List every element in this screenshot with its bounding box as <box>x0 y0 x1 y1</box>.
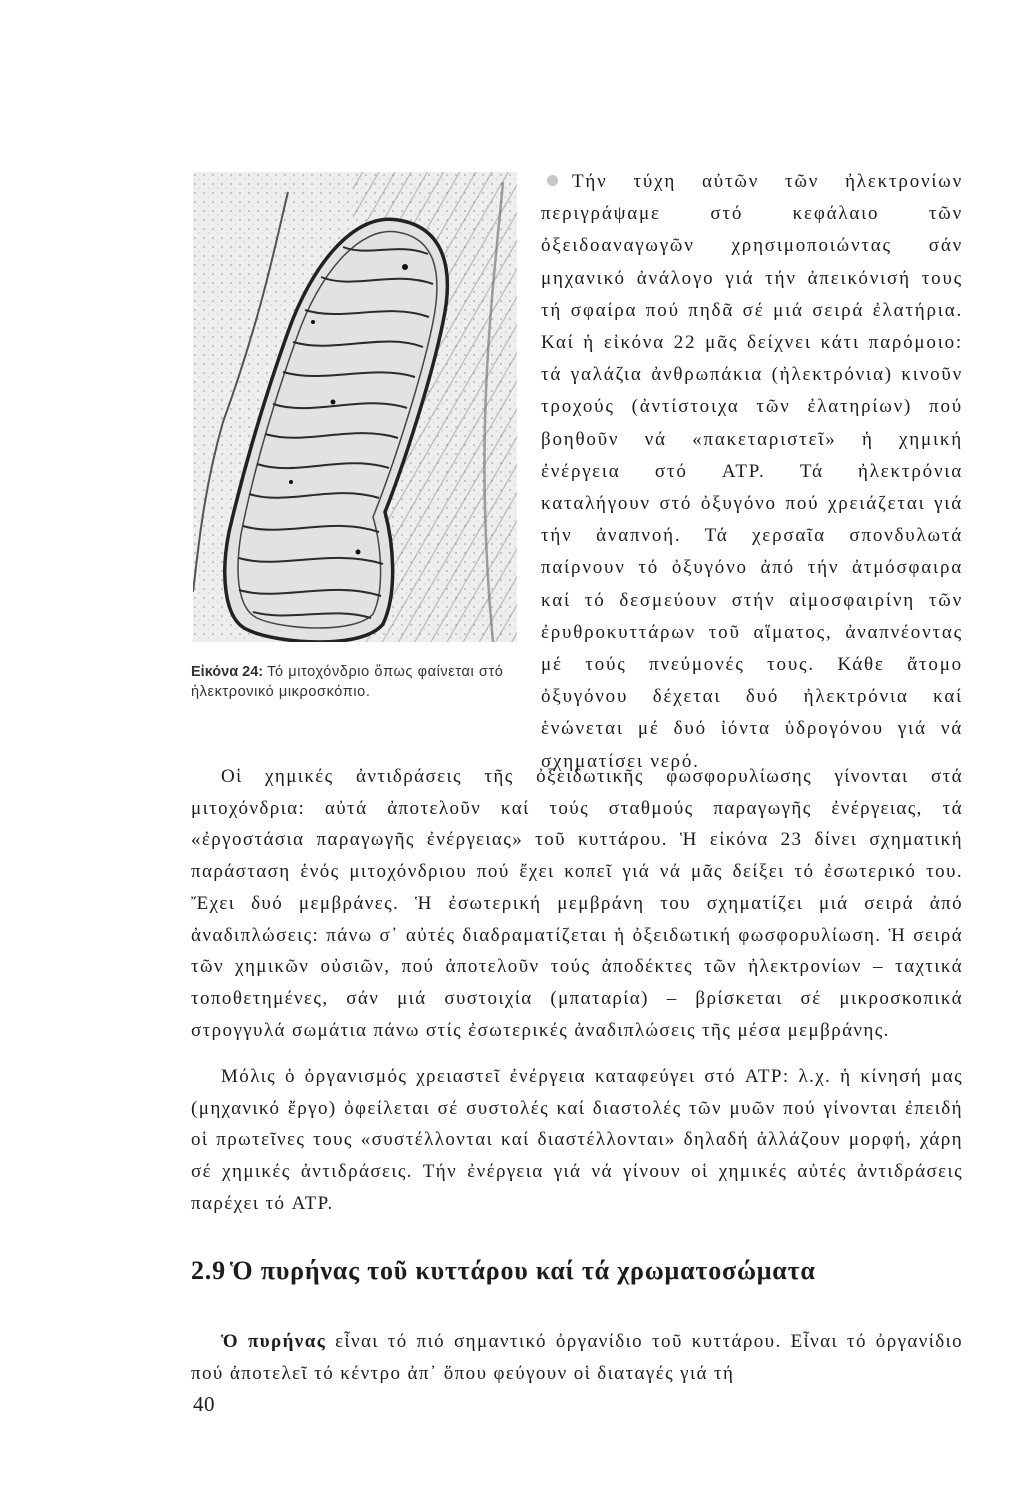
mitochondrion-micrograph <box>193 172 517 642</box>
paragraph-atp-energy: Μόλις ὁ ὀργανισμός χρειαστεῖ ἐνέργεια καταφεύγει στό ATP: λ.χ. ἡ κίνησή μας (μηχανικό ἔργο) ὀφείλεται σέ συστολές καί διαστολές τῶν μυῶν πού γίνονται ἐπειδή οἱ πρωτεῖνες τους «συστέλλονται καί διαστέλλονται» δηλαδή ἀλλάζουν μορφή, χάρη σέ χημικές ἀντιδράσεις. Τήν ἐνέργεια γιά νά γίνουν οἱ χημικές αὐτές ἀντιδράσεις παρέχει τό ATP. <box>191 1066 963 1214</box>
bullet-icon <box>547 175 558 186</box>
page-number: 40 <box>193 1392 215 1416</box>
micrograph-illustration <box>193 172 517 642</box>
right-column-text: Τήν τύχη αὐτῶν τῶν ἠλεκτρονίων περιγράψαμε στό κεφάλαιο τῶν ὀξειδοαναγωγῶν χρησιμοποιώντας σάν μηχανικό ἀνάλογο γιά τήν ἀπεικόνισή τους τή σφαίρα πού πηδᾶ σέ μιά σειρά ἐλατήρια. Καί ἡ εἰκόνα 22 μᾶς δείχνει κάτι παρόμοιο: τά γαλάζια ἀνθρωπάκια (ἠλεκτρόνια) κινοῦν τροχούς (ἀντίστοιχα τῶν ἐλατηρίων) πού βοηθοῦν νά «πακεταριστεῖ» ἡ χημική ἐνέργεια στό ATP. Τά ἠλεκτρόνια καταλήγουν στό ὀξυγόνο πού χρειάζεται γιά τήν ἀναπνοή. Τά χερσαῖα σπονδυλωτά παίρνουν τό ὀξυγόνο ἀπό τήν ἀτμόσφαιρα καί τό δεσμεύουν στήν αἱμοσφαιρίνη τῶν ἐρυθροκυττάρων τοῦ αἵματος, ἀναπνέοντας μέ τούς πνεύμονές τους. Κάθε ἄτομο ὀξυγόνου δέχεται δυό ἠλεκτρόνια καί ἑνώνεται μέ δυό ἰόντα ὑδρογόνου γιά νά σχηματίσει νερό. <box>541 171 963 772</box>
figure-label: Εἰκόνα 24: <box>191 664 264 680</box>
nucleus-keyword: Ὁ πυρήνας <box>221 1331 327 1352</box>
section-title: Ὁ πυρήνας τοῦ κυττάρου καί τά χρωματοσώματα <box>229 1256 816 1285</box>
paragraph-oxidative-phosphorylation: Οἱ χημικές ἀντιδράσεις τῆς ὀξειδωτικῆς φωσφορυλίωσης γίνονται στά μιτοχόνδρια: αὐτά ἀποτελοῦν καί τούς σταθμούς παραγωγῆς ἐνέργειας, τά «ἐργοστάσια παραγωγῆς ἐνέργειας» τοῦ κυττάρου. Ἡ εἰκόνα 23 δίνει σχηματική παράσταση ἑνός μιτοχόνδριου πού ἔχει κοπεῖ γιά νά μᾶς δείξει τό ἐσωτερικό του. Ἔχει δυό μεμβράνες. Ἡ ἐσωτερική μεμβράνη του σχηματίζει μιά σειρά ἀπό ἀναδιπλώσεις: πάνω σ᾿ αὐτές διαδραματίζεται ἡ ὀξειδωτική φωσφορυλίωση. Ἡ σειρά τῶν χημικῶν οὐσιῶν, πού ἀποτελοῦν τούς ἀποδέκτες τῶν ἠλεκτρονίων – ταχτικά τοποθετημένες, σάν μιά συστοιχία (μπαταρία) – βρίσκεται σέ μικροσκοπικά στρογγυλά σωμάτια πάνω στίς ἐσωτερικές ἀναδιπλώσεις τῆς μέσα μεμβράνης. <box>191 766 963 1041</box>
section-heading <box>191 1256 963 1286</box>
figure-caption-text: Τό μιτοχόνδριο ὅπως φαίνεται στό ἠλεκτρονικό μικροσκόπιο. <box>191 664 504 700</box>
right-column-paragraph <box>541 166 963 778</box>
nucleus-text: εἶναι τό πιό σημαντικό ὀργανίδιο τοῦ κυττάρου. Εἶναι τό ὀργανίδιο πού ἀποτελεῖ τό κέντρο ἀπ᾿ ὅπου φεύγουν οἱ διαταγές γιά τή <box>191 1331 963 1384</box>
section-number: 2.9 <box>191 1256 226 1285</box>
figure-caption <box>191 662 521 702</box>
paragraph-nucleus <box>191 1326 963 1389</box>
